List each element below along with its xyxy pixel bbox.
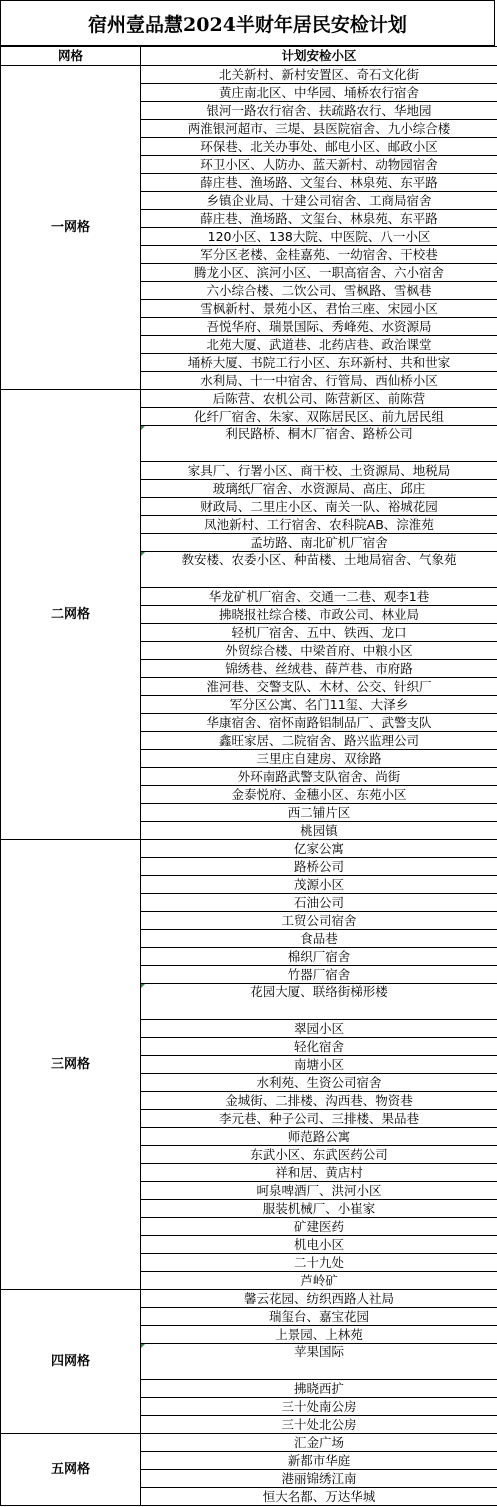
plan-cell: 南塘小区 [141, 1056, 497, 1074]
plan-cell: 翠园小区 [141, 1020, 497, 1038]
plan-cell: 服装机械厂、小崔家 [141, 1200, 497, 1218]
plan-cell: 腾龙小区、滨河小区、一职高宿舍、六小宿舍 [141, 264, 497, 282]
plan-cell: 汇金广场 [141, 1434, 497, 1452]
plan-cell: 外贸综合楼、中梁首府、中粮小区 [141, 642, 497, 660]
plan-cell: 馨云花园、纺织西路人社局 [141, 1290, 497, 1308]
header-grid: 网格 [1, 47, 141, 66]
plan-cell: 华龙矿机厂宿舍、交通一二巷、观李1巷 [141, 588, 497, 606]
header-plan: 计划安检小区 [141, 47, 497, 66]
plan-cell: 金泰悦府、金穗小区、东苑小区 [141, 786, 497, 804]
plan-cell: 鑫旺家居、二院宿舍、路兴监理公司 [141, 732, 497, 750]
plan-cell: 化纤厂宿舍、朱家、双陈居民区、前九居民组 [141, 408, 497, 426]
plan-cell: 路桥公司 [141, 858, 497, 876]
plan-cell: 食品巷 [141, 930, 497, 948]
grid-name: 一网格 [1, 66, 141, 390]
table-row [1, 66, 497, 84]
plan-cell: 水利苑、生资公司宿舍 [141, 1074, 497, 1092]
plan-cell: 孟坊路、南北矿机厂宿舍 [141, 534, 497, 552]
plan-cell: 华康宿舍、宿怀南路铝制品厂、武警支队 [141, 714, 497, 732]
plan-cell: 恒大名都、万达华城 [141, 1488, 497, 1506]
grid-name: 四网格 [1, 1290, 141, 1434]
grid-name: 三网格 [1, 840, 141, 1290]
plan-cell: 凤池新村、工行宿舍、农科院AB、淙淮苑 [141, 516, 497, 534]
plan-cell: 六小综合楼、二饮公司、雪枫路、雪枫巷 [141, 282, 497, 300]
plan-cell: 工贸公司宿舍 [141, 912, 497, 930]
plan-cell: 师范路公寓 [141, 1128, 497, 1146]
plan-cell: 埇桥大厦、书院工行小区、东环新村、共和世家 [141, 354, 497, 372]
plan-cell: 三十处北公房 [141, 1416, 497, 1434]
plan-cell: 薛庄巷、渔场路、文玺台、林泉苑、东平路 [141, 210, 497, 228]
plan-cell: 吾悦华府、瑞景国际、秀峰苑、水资源局 [141, 318, 497, 336]
plan-cell: 拂晓报社综合楼、市政公司、林业局 [141, 606, 497, 624]
plan-table [0, 46, 497, 1506]
table-body [1, 66, 497, 1506]
plan-cell: 雪枫新村、景苑小区、君怡三座、宋园小区 [141, 300, 497, 318]
plan-cell: 苹果国际 [141, 1344, 497, 1380]
plan-cell: 祥和居、黄店村 [141, 1164, 497, 1182]
sheet-title: 宿州壹品慧2024半财年居民安检计划 [0, 0, 495, 46]
plan-cell: 家具厂、行署小区、商干校、土资源局、地税局 [141, 462, 497, 480]
plan-cell: 水利局、十一中宿舍、行管局、西仙桥小区 [141, 372, 497, 390]
plan-cell: 茂源小区 [141, 876, 497, 894]
plan-cell: 淮河巷、交警支队、木材、公交、针织厂 [141, 678, 497, 696]
plan-cell: 三里庄自建房、双徐路 [141, 750, 497, 768]
plan-cell: 轻化宿舍 [141, 1038, 497, 1056]
plan-cell: 乡镇企业局、十建公司宿舍、工商局宿舍 [141, 192, 497, 210]
plan-cell: 后陈营、农机公司、陈营新区、前陈营 [141, 390, 497, 408]
plan-cell: 桃园镇 [141, 822, 497, 840]
plan-cell: 二十九处 [141, 1254, 497, 1272]
plan-cell: 环卫小区、人防办、蓝天新村、动物园宿舍 [141, 156, 497, 174]
plan-cell: 三十处南公房 [141, 1398, 497, 1416]
plan-cell: 轻机厂宿舍、五中、铁西、龙口 [141, 624, 497, 642]
plan-cell: 玻璃纸厂宿舍、水资源局、高庄、邱庄 [141, 480, 497, 498]
plan-cell: 锦绣巷、丝绒巷、薛芦巷、市府路 [141, 660, 497, 678]
plan-cell: 军分区公寓、名门11玺、大泽乡 [141, 696, 497, 714]
plan-cell: 120小区、138大院、中医院、八一小区 [141, 228, 497, 246]
plan-cell: 东武小区、东武医药公司 [141, 1146, 497, 1164]
plan-cell: 教安楼、农委小区、种苗楼、土地局宿舍、气象苑 [141, 552, 497, 588]
plan-cell: 外环南路武警支队宿舍、尚街 [141, 768, 497, 786]
plan-cell: 北苑大厦、武道巷、北药店巷、政治课堂 [141, 336, 497, 354]
plan-cell: 环保巷、北关办事处、邮电小区、邮政小区 [141, 138, 497, 156]
grid-name: 二网格 [1, 390, 141, 840]
plan-cell: 棉织厂宿舍 [141, 948, 497, 966]
plan-cell: 上景园、上林苑 [141, 1326, 497, 1344]
plan-cell: 西二铺片区 [141, 804, 497, 822]
plan-cell: 石油公司 [141, 894, 497, 912]
table-row [1, 840, 497, 858]
plan-cell: 金城街、二排楼、沟西巷、物资巷 [141, 1092, 497, 1110]
table-row [1, 1434, 497, 1452]
plan-cell: 两淮银河超市、三堤、县医院宿舍、九小综合楼 [141, 120, 497, 138]
plan-cell: 港丽锦绣江南 [141, 1470, 497, 1488]
plan-cell: 瑞玺台、嘉宝花园 [141, 1308, 497, 1326]
plan-cell: 竹器厂宿舍 [141, 966, 497, 984]
plan-cell: 花园大厦、联络街梯形楼 [141, 984, 497, 1020]
plan-cell: 李元巷、种子公司、三排楼、果品巷 [141, 1110, 497, 1128]
plan-cell: 亿家公寓 [141, 840, 497, 858]
plan-cell: 拂晓西扩 [141, 1380, 497, 1398]
plan-cell: 矿建医药 [141, 1218, 497, 1236]
table-row [1, 390, 497, 408]
plan-cell: 财政局、二里庄小区、南关一队、裕城花园 [141, 498, 497, 516]
plan-cell: 银河一路农行宿舍、扶疏路农行、华地园 [141, 102, 497, 120]
plan-cell: 利民路桥、桐木厂宿舍、路桥公司 [141, 426, 497, 462]
plan-cell: 黄庄南北区、中华园、埇桥农行宿舍 [141, 84, 497, 102]
plan-cell: 军分区老楼、金桂嘉苑、一幼宿舍、干校巷 [141, 246, 497, 264]
plan-cell: 新都市华庭 [141, 1452, 497, 1470]
plan-cell: 北关新村、新村安置区、奇石文化街 [141, 66, 497, 84]
plan-cell: 机电小区 [141, 1236, 497, 1254]
plan-cell: 呵泉啤酒厂、洪河小区 [141, 1182, 497, 1200]
table-row [1, 1290, 497, 1308]
plan-cell: 芦岭矿 [141, 1272, 497, 1290]
grid-name: 五网格 [1, 1434, 141, 1506]
plan-cell: 薛庄巷、渔场路、文玺台、林泉苑、东平路 [141, 174, 497, 192]
